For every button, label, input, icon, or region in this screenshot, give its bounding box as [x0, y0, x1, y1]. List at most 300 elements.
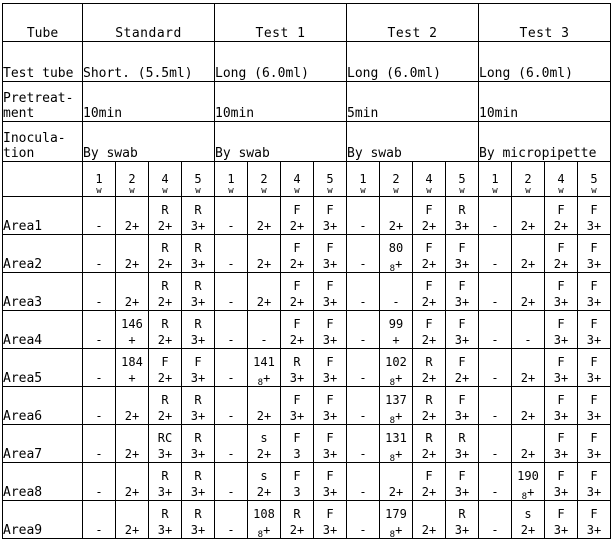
week-unit: w [228, 186, 234, 196]
week-header-cell [248, 162, 281, 197]
week-corner-cell [3, 162, 83, 197]
result-bottom: 3+ [322, 295, 338, 309]
result-top [512, 430, 544, 446]
table-row [3, 425, 611, 463]
result-cell [281, 311, 314, 349]
week-number: 4 [293, 172, 301, 186]
table-row [3, 273, 611, 311]
result-bottom: 3+ [322, 219, 338, 233]
area-label: Area6 [3, 387, 83, 425]
result-cell [512, 387, 545, 425]
result-bottom: 3+ [586, 219, 602, 233]
week-unit: w [195, 186, 201, 196]
result-cell [314, 235, 347, 273]
result-top: R [161, 393, 169, 407]
result-top [116, 468, 148, 484]
result-cell [215, 387, 248, 425]
table-row [3, 311, 611, 349]
result-top [116, 430, 148, 446]
result-bottom: 3+ [322, 371, 338, 385]
result-cell [512, 463, 545, 501]
result-top [215, 506, 247, 522]
result-cell [479, 349, 512, 387]
result-top [83, 392, 115, 408]
pretreatment-label [3, 82, 83, 122]
result-cell [281, 463, 314, 501]
result-bottom: 2+ [520, 447, 536, 461]
result-top: s [524, 507, 532, 521]
result-bottom: 3+ [553, 409, 569, 423]
subscript-marker: 8 [389, 264, 396, 273]
result-cell [83, 463, 116, 501]
result-bottom: 3+ [322, 333, 338, 347]
week-header-cell [512, 162, 545, 197]
result-cell [182, 349, 215, 387]
result-cell [446, 425, 479, 463]
week-number: 1 [95, 172, 103, 186]
inoculation-label-line2: tion [3, 146, 35, 161]
result-cell [380, 311, 413, 349]
result-bottom: - [95, 219, 103, 233]
result-bottom: 2+ [256, 219, 272, 233]
result-top: F [458, 279, 466, 293]
result-bottom: 2+ [124, 523, 140, 537]
result-bottom: 3+ [322, 523, 338, 537]
result-cell [479, 235, 512, 273]
result-cell [512, 349, 545, 387]
result-bottom: 3+ [454, 219, 470, 233]
result-bottom: 3+ [586, 409, 602, 423]
result-cell [182, 463, 215, 501]
result-top: F [590, 203, 598, 217]
test-tube-standard: Short. (5.5ml) [83, 42, 215, 82]
week-number: 2 [128, 172, 136, 186]
result-top: R [194, 431, 202, 445]
result-top: R [293, 355, 301, 369]
result-bottom: - [227, 447, 235, 461]
result-top: F [557, 431, 565, 445]
result-top: F [557, 355, 565, 369]
result-top: F [326, 317, 334, 331]
result-bottom: 2+ [520, 409, 536, 423]
result-cell [413, 273, 446, 311]
result-top: 146 [121, 317, 143, 331]
week-header-cell [281, 162, 314, 197]
result-top [215, 468, 247, 484]
result-bottom: 3+ [190, 485, 206, 499]
result-bottom: + [128, 371, 136, 385]
result-top: 131 [385, 431, 407, 445]
result-top [479, 240, 511, 256]
result-cell [314, 349, 347, 387]
result-cell [380, 273, 413, 311]
result-top: s [260, 431, 268, 445]
result-bottom: 2+ [553, 219, 569, 233]
result-bottom: $_8$+ [257, 523, 271, 539]
result-bottom: 2+ [157, 295, 173, 309]
result-bottom: - [227, 257, 235, 271]
result-top: R [458, 507, 466, 521]
result-bottom: - [392, 295, 400, 309]
pretreatment-label-line1: Pretreat- [3, 91, 74, 106]
week-unit: w [393, 186, 399, 196]
result-cell [215, 197, 248, 235]
result-bottom: 2+ [421, 447, 437, 461]
result-top: R [161, 469, 169, 483]
result-bottom: - [95, 523, 103, 537]
result-top: R [194, 507, 202, 521]
result-cell [281, 349, 314, 387]
week-header-cell [479, 162, 512, 197]
result-top [215, 316, 247, 332]
table-row [3, 463, 611, 501]
result-top [380, 278, 412, 294]
result-cell [215, 235, 248, 273]
result-top: F [590, 279, 598, 293]
result-bottom: - [227, 295, 235, 309]
result-bottom: - [491, 485, 499, 499]
result-bottom: 3+ [586, 371, 602, 385]
result-top: F [326, 355, 334, 369]
week-number: 5 [590, 172, 598, 186]
result-cell [182, 273, 215, 311]
table-row [3, 501, 611, 539]
inoculation-label [3, 122, 83, 162]
result-bottom: - [359, 523, 367, 537]
table-row [3, 387, 611, 425]
result-bottom: 3+ [190, 409, 206, 423]
result-bottom: $_8$+ [257, 371, 271, 387]
week-header-cell [446, 162, 479, 197]
result-bottom: 2+ [124, 485, 140, 499]
result-cell [347, 463, 380, 501]
result-cell [149, 501, 182, 539]
result-top [512, 278, 544, 294]
result-top [347, 316, 379, 332]
week-unit: w [591, 186, 597, 196]
result-cell [512, 501, 545, 539]
result-cell [149, 311, 182, 349]
result-bottom: 2+ [289, 257, 305, 271]
result-top: R [458, 203, 466, 217]
result-cell [347, 425, 380, 463]
result-cell [446, 463, 479, 501]
area-label: Area8 [3, 463, 83, 501]
result-cell [116, 501, 149, 539]
result-bottom: - [227, 485, 235, 499]
result-bottom: 3+ [454, 257, 470, 271]
pretreatment-test-2: 5min [347, 82, 479, 122]
result-bottom: 3+ [553, 333, 569, 347]
result-cell [215, 273, 248, 311]
result-top: RC [157, 431, 173, 445]
result-top: 102 [385, 355, 407, 369]
group-test-3: Test 3 [479, 4, 611, 42]
pretreatment-test-3: 10min [479, 82, 611, 122]
result-top [215, 240, 247, 256]
result-top [479, 278, 511, 294]
result-cell [380, 501, 413, 539]
result-bottom: 3+ [553, 447, 569, 461]
result-cell [248, 387, 281, 425]
result-bottom: - [524, 333, 532, 347]
result-bottom: 3+ [190, 333, 206, 347]
result-top: s [260, 469, 268, 483]
result-cell [281, 425, 314, 463]
result-top: F [458, 241, 466, 255]
result-top [215, 430, 247, 446]
area-label: Area2 [3, 235, 83, 273]
result-bottom: - [227, 333, 235, 347]
result-bottom: 2+ [124, 295, 140, 309]
result-bottom: 2+ [421, 295, 437, 309]
result-cell [578, 273, 611, 311]
result-top [479, 316, 511, 332]
result-cell [215, 501, 248, 539]
result-cell [512, 311, 545, 349]
result-bottom: 2+ [157, 371, 173, 385]
result-top: F [557, 241, 565, 255]
result-cell [83, 425, 116, 463]
result-cell [215, 463, 248, 501]
result-bottom: 2+ [421, 485, 437, 499]
result-top: F [293, 279, 301, 293]
week-header-cell [578, 162, 611, 197]
week-number: 5 [458, 172, 466, 186]
week-number: 1 [359, 172, 367, 186]
result-bottom: - [359, 333, 367, 347]
result-bottom: - [95, 447, 103, 461]
result-bottom: 3 [293, 485, 301, 499]
table-row [3, 235, 611, 273]
result-top [215, 392, 247, 408]
week-number: 4 [557, 172, 565, 186]
result-cell [545, 311, 578, 349]
result-top [248, 392, 280, 408]
week-unit: w [96, 186, 102, 196]
week-unit: w [294, 186, 300, 196]
result-top [347, 240, 379, 256]
result-cell [116, 235, 149, 273]
week-header-cell [413, 162, 446, 197]
inoculation-test-3: By micropipette [479, 122, 611, 162]
week-unit: w [162, 186, 168, 196]
result-cell [380, 349, 413, 387]
result-cell [248, 311, 281, 349]
result-bottom: - [359, 371, 367, 385]
test-tube-test-1: Long (6.0ml) [215, 42, 347, 82]
result-cell [413, 425, 446, 463]
result-cell [545, 425, 578, 463]
result-bottom: 2+ [520, 295, 536, 309]
inoculation-test-2: By swab [347, 122, 479, 162]
result-bottom: 2+ [157, 257, 173, 271]
result-bottom: $_8$+ [521, 485, 535, 501]
result-top: F [458, 393, 466, 407]
result-cell [281, 273, 314, 311]
result-cell [347, 349, 380, 387]
result-bottom: - [95, 371, 103, 385]
result-bottom: 2+ [421, 371, 437, 385]
result-top: R [293, 507, 301, 521]
result-cell [512, 273, 545, 311]
result-cell [545, 197, 578, 235]
result-cell [578, 425, 611, 463]
result-bottom: - [359, 295, 367, 309]
week-number: 2 [392, 172, 400, 186]
result-bottom: - [95, 257, 103, 271]
result-bottom: 3+ [190, 523, 206, 537]
result-cell [446, 273, 479, 311]
result-cell [314, 501, 347, 539]
result-cell [314, 311, 347, 349]
result-top: F [590, 393, 598, 407]
result-cell [578, 311, 611, 349]
area-label: Area1 [3, 197, 83, 235]
result-bottom: - [359, 485, 367, 499]
result-top [83, 202, 115, 218]
result-top: F [293, 203, 301, 217]
result-cell [83, 501, 116, 539]
result-cell [182, 425, 215, 463]
result-bottom: 2+ [520, 523, 536, 537]
result-bottom: - [359, 219, 367, 233]
result-bottom: 2+ [421, 523, 437, 537]
result-top [83, 430, 115, 446]
week-header-cell [182, 162, 215, 197]
result-top: R [161, 279, 169, 293]
result-cell [347, 235, 380, 273]
week-unit: w [492, 186, 498, 196]
result-bottom: 3+ [289, 371, 305, 385]
area-label: Area3 [3, 273, 83, 311]
subscript-marker: 8 [389, 378, 396, 387]
result-bottom: 3+ [289, 409, 305, 423]
result-top: F [557, 279, 565, 293]
inoculation-test-1: By swab [215, 122, 347, 162]
result-cell [512, 235, 545, 273]
result-bottom: 3+ [454, 295, 470, 309]
result-top [512, 240, 544, 256]
result-bottom: - [491, 447, 499, 461]
result-cell [413, 501, 446, 539]
result-bottom: 2+ [388, 485, 404, 499]
result-bottom: 2+ [256, 447, 272, 461]
result-top [347, 278, 379, 294]
result-top: F [293, 317, 301, 331]
week-unit: w [558, 186, 564, 196]
result-cell [248, 425, 281, 463]
result-top: 190 [517, 469, 539, 483]
header-row-weeks [3, 162, 611, 197]
result-cell [314, 387, 347, 425]
subscript-marker: 8 [257, 378, 264, 387]
result-cell [380, 235, 413, 273]
week-header-cell [83, 162, 116, 197]
result-cell [248, 463, 281, 501]
week-number: 2 [524, 172, 532, 186]
subscript-marker: 8 [521, 492, 528, 501]
result-bottom: 2+ [454, 371, 470, 385]
result-top: F [326, 507, 334, 521]
result-top: F [326, 431, 334, 445]
result-top [347, 506, 379, 522]
result-top [215, 354, 247, 370]
result-cell [545, 235, 578, 273]
result-top [116, 506, 148, 522]
header-row-pretreatment [3, 82, 611, 122]
result-cell [215, 349, 248, 387]
result-top [116, 392, 148, 408]
result-bottom: 2+ [124, 219, 140, 233]
week-unit: w [360, 186, 366, 196]
result-bottom: 3+ [553, 371, 569, 385]
result-bottom: - [95, 295, 103, 309]
result-top: F [425, 279, 433, 293]
result-top: F [590, 317, 598, 331]
result-bottom: 3+ [322, 447, 338, 461]
result-cell [116, 463, 149, 501]
result-top: F [557, 469, 565, 483]
result-top: R [161, 241, 169, 255]
result-top: F [458, 355, 466, 369]
result-bottom: 3+ [190, 257, 206, 271]
result-top: F [425, 203, 433, 217]
result-cell [545, 273, 578, 311]
result-top [380, 202, 412, 218]
result-cell [545, 501, 578, 539]
result-top [83, 316, 115, 332]
result-bottom: 3+ [190, 371, 206, 385]
result-bottom: 3+ [586, 257, 602, 271]
result-cell [578, 235, 611, 273]
result-bottom: 3 [293, 447, 301, 461]
week-number: 1 [227, 172, 235, 186]
result-bottom: 3+ [553, 523, 569, 537]
result-top: R [161, 507, 169, 521]
result-top [83, 506, 115, 522]
result-top: F [326, 393, 334, 407]
result-bottom: 2+ [256, 485, 272, 499]
result-top [83, 240, 115, 256]
result-top [116, 240, 148, 256]
result-cell [149, 197, 182, 235]
result-bottom: - [227, 523, 235, 537]
result-cell [347, 387, 380, 425]
result-top: F [326, 241, 334, 255]
result-bottom: 2+ [421, 333, 437, 347]
week-unit: w [525, 186, 531, 196]
result-bottom: - [491, 409, 499, 423]
result-top [248, 240, 280, 256]
result-top: F [326, 469, 334, 483]
group-test-1: Test 1 [215, 4, 347, 42]
result-bottom: 2+ [388, 219, 404, 233]
result-bottom: 2+ [124, 409, 140, 423]
result-cell [116, 425, 149, 463]
week-number: 1 [491, 172, 499, 186]
result-top: 108 [253, 507, 275, 521]
result-top: F [458, 469, 466, 483]
result-top: 179 [385, 507, 407, 521]
pretreatment-test-1: 10min [215, 82, 347, 122]
result-top: 141 [253, 355, 275, 369]
result-cell [248, 501, 281, 539]
result-bottom: - [491, 257, 499, 271]
week-header-cell [149, 162, 182, 197]
week-unit: w [459, 186, 465, 196]
result-top: F [458, 317, 466, 331]
